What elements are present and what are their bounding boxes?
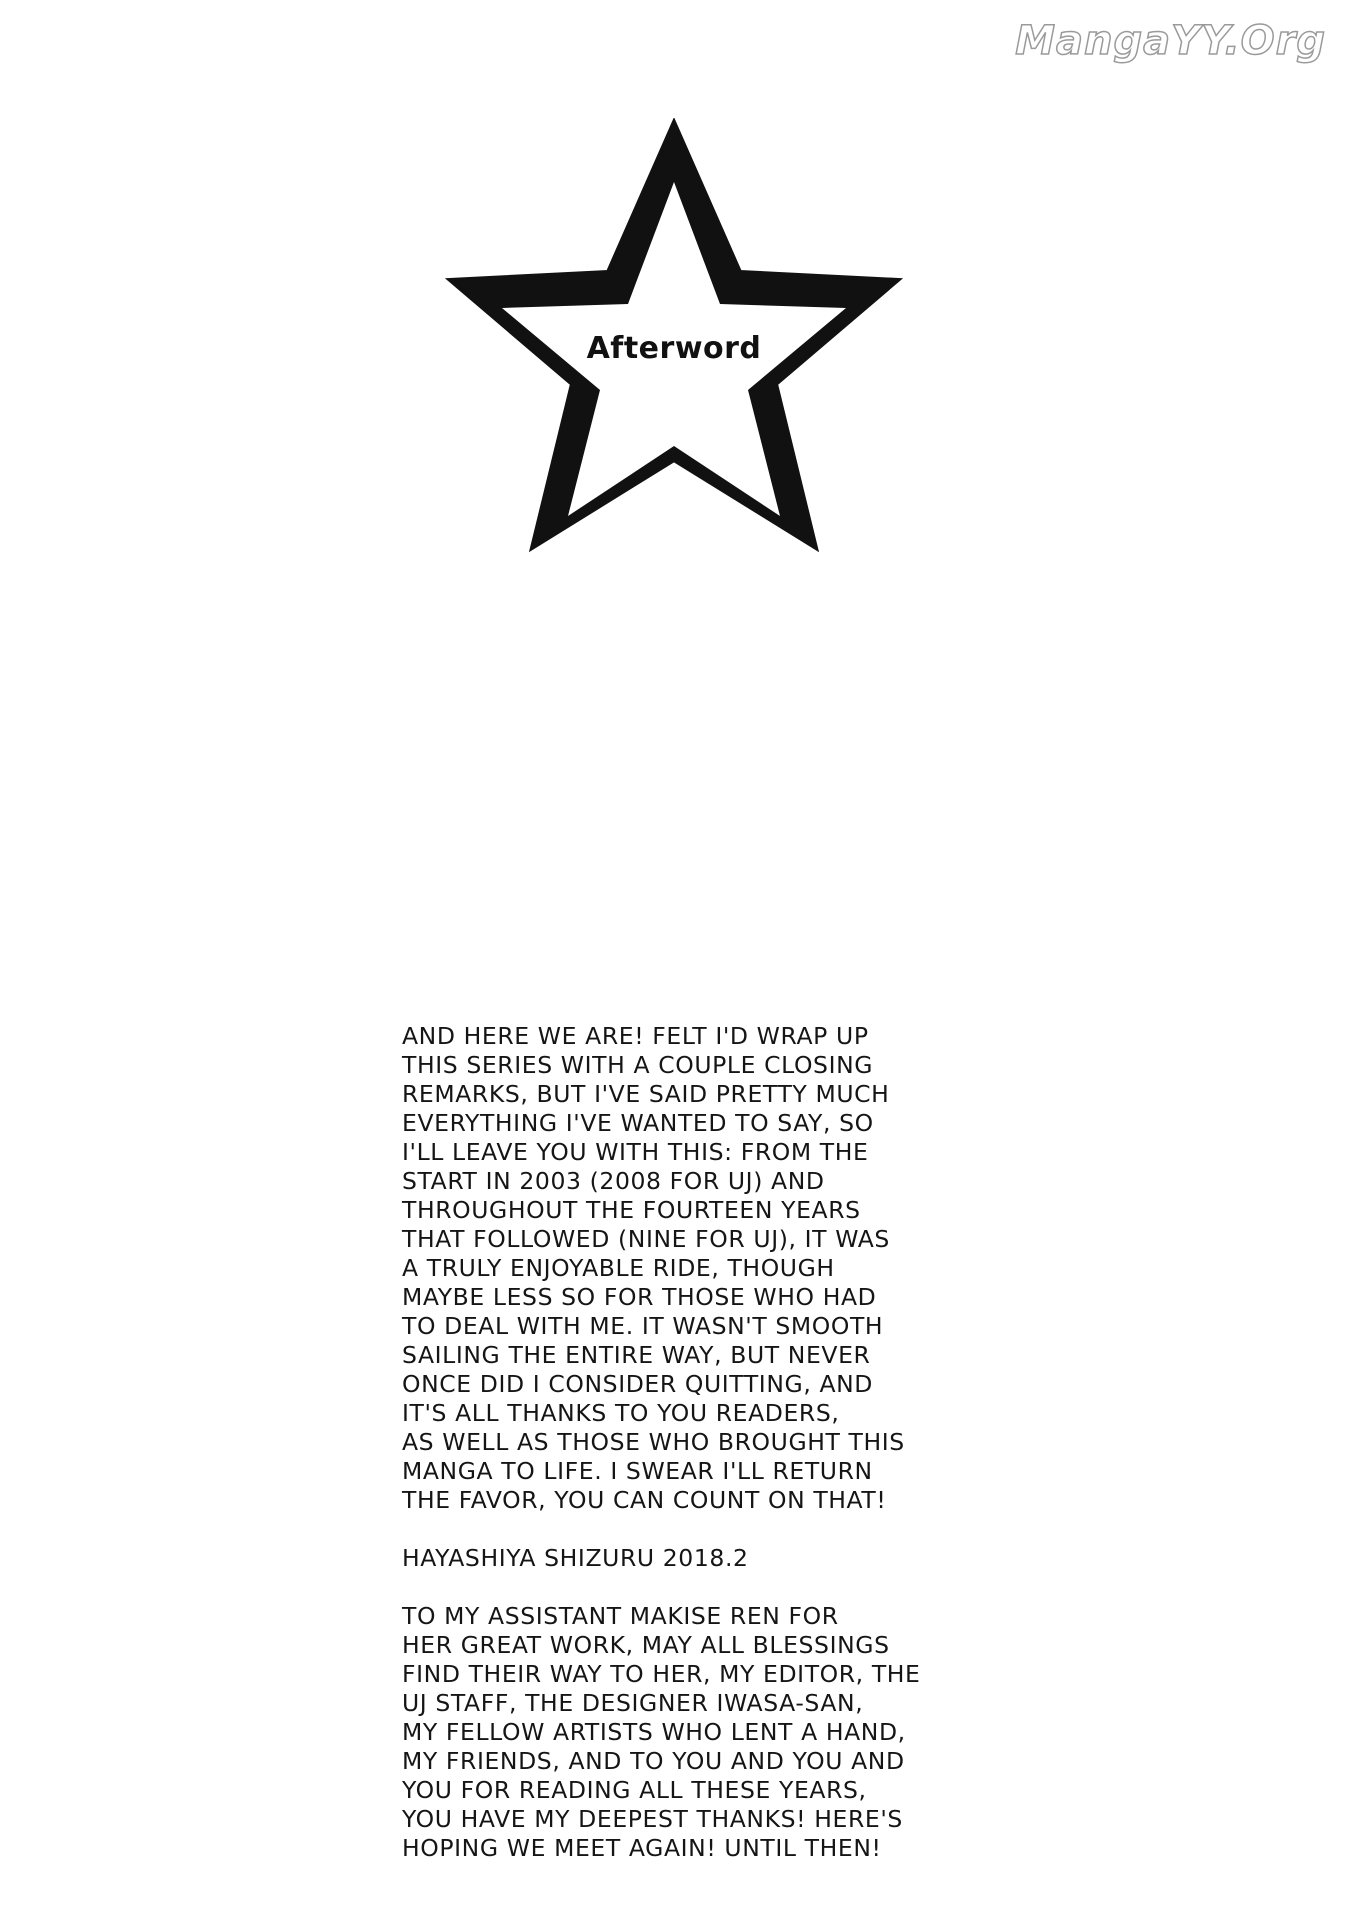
text-line: IT'S ALL THANKS TO YOU READERS,	[402, 1399, 840, 1427]
text-line: THROUGHOUT THE FOURTEEN YEARS	[402, 1196, 861, 1224]
text-line: A TRULY ENJOYABLE RIDE, THOUGH	[402, 1254, 835, 1282]
afterword-heading: Afterword	[586, 331, 762, 366]
text-line: HER GREAT WORK, MAY ALL BLESSINGS	[402, 1631, 890, 1659]
paragraph-main	[402, 1022, 1022, 1515]
text-line: HAYASHIYA SHIZURU 2018.2	[402, 1544, 749, 1572]
text-line: SAILING THE ENTIRE WAY, BUT NEVER	[402, 1341, 871, 1369]
text-line: EVERYTHING I'VE WANTED TO SAY, SO	[402, 1109, 874, 1137]
text-line: REMARKS, BUT I'VE SAID PRETTY MUCH	[402, 1080, 890, 1108]
text-line: YOU FOR READING ALL THESE YEARS,	[402, 1776, 867, 1804]
text-line: THAT FOLLOWED (NINE FOR UJ), IT WAS	[402, 1225, 890, 1253]
text-line: HOPING WE MEET AGAIN! UNTIL THEN!	[402, 1834, 882, 1862]
text-line: FIND THEIR WAY TO HER, MY EDITOR, THE	[402, 1660, 921, 1688]
afterword-text	[402, 1022, 1022, 1863]
paragraph-thanks	[402, 1602, 1022, 1863]
signature	[402, 1544, 1022, 1573]
text-line: ONCE DID I CONSIDER QUITTING, AND	[402, 1370, 874, 1398]
text-line: I'LL LEAVE YOU WITH THIS: FROM THE	[402, 1138, 869, 1166]
text-line: THE FAVOR, YOU CAN COUNT ON THAT!	[402, 1486, 887, 1514]
text-line: AND HERE WE ARE! FELT I'D WRAP UP	[402, 1022, 869, 1050]
text-line: MANGA TO LIFE. I SWEAR I'LL RETURN	[402, 1457, 873, 1485]
text-line: AS WELL AS THOSE WHO BROUGHT THIS	[402, 1428, 905, 1456]
text-line: MY FRIENDS, AND TO YOU AND YOU AND	[402, 1747, 905, 1775]
text-line: MY FELLOW ARTISTS WHO LENT A HAND,	[402, 1718, 906, 1746]
watermark: MangaYY.Org	[1015, 18, 1326, 64]
text-line: UJ STAFF, THE DESIGNER IWASA-SAN,	[402, 1689, 864, 1717]
paragraph-gap	[402, 1515, 1022, 1544]
text-line: TO MY ASSISTANT MAKISE REN FOR	[402, 1602, 839, 1630]
star-emblem	[444, 118, 904, 558]
paragraph-gap	[402, 1573, 1022, 1602]
text-line: TO DEAL WITH ME. IT WASN'T SMOOTH	[402, 1312, 884, 1340]
text-line: YOU HAVE MY DEEPEST THANKS! HERE'S	[402, 1805, 903, 1833]
text-line: THIS SERIES WITH A COUPLE CLOSING	[402, 1051, 874, 1079]
text-line: MAYBE LESS SO FOR THOSE WHO HAD	[402, 1283, 877, 1311]
text-line: START IN 2003 (2008 FOR UJ) AND	[402, 1167, 825, 1195]
